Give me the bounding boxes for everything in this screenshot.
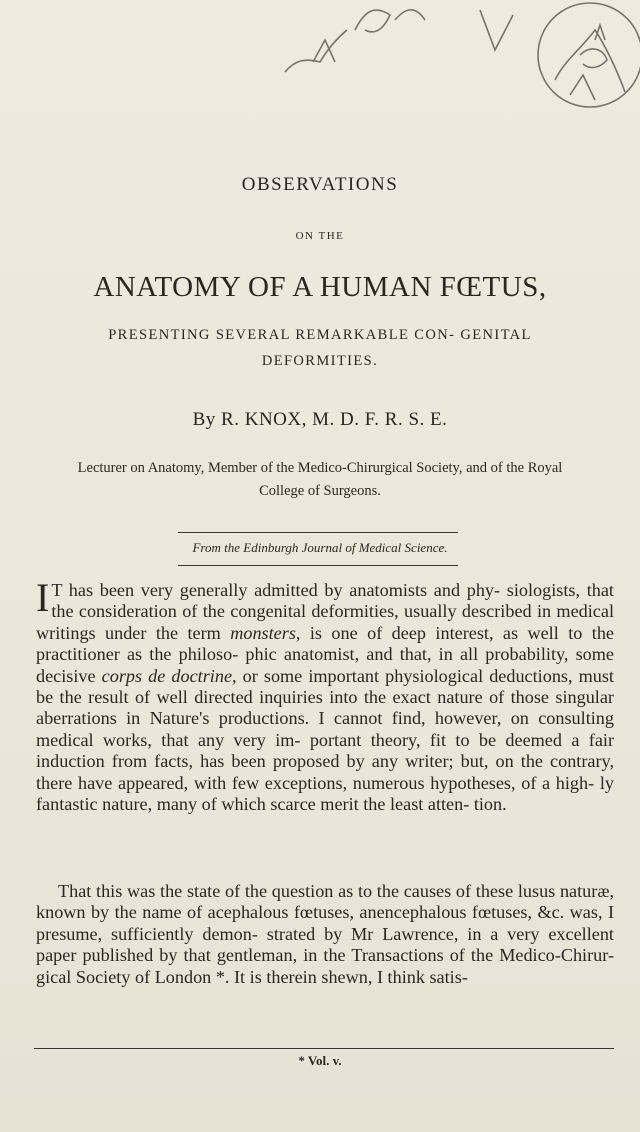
library-stamp-seal-icon [265,0,640,110]
paragraph-2 [36,881,614,988]
footnote-divider [34,1048,614,1049]
divider-top [178,532,458,533]
paragraph-1-text-a: T has been very generally admitted by anatomists and phy- siologists, that the consideration of the congenital deformities, usually described in medical writings under the term [36,580,614,643]
author-line: By R. KNOX, M. D. F. R. S. E. [192,409,448,430]
source-note: From the Edinburgh Journal of Medical Science. [192,540,448,555]
paragraph-1-text-b: is one of deep interest, as well to the practitioner as the philoso- phic anatomist, and that, in all probability, some decisive [36,622,614,686]
subtitle: PRESENTING SEVERAL REMARKABLE CON- GENITAL DEFORMITIES. [108,327,532,369]
paragraph-1-text-c: or some important physiological deductions, must be the result of well directed inquiries into the exact nature of those singular aberrations in Nature's productions. I cannot find, however, on consulting medical works, that any very im- portant theory, fit to be deemed a fair induction from facts, has been proposed by any writer; but, on the contrary, there have appeared, with few exceptions, numerous hypotheses, of a high- ly fantastic nature, many of which scarce merit the least atten- tion. [36,665,614,815]
heading-on-the: ON THE [295,230,345,242]
author-affiliation: Lecturer on Anatomy, Member of the Medico-Chirurgical Society, and of the Royal College of Surgeons. [77,460,563,499]
stamp-drawing [265,0,640,110]
paragraph-1-italic-monsters: monsters, [230,622,301,643]
heading-observations: OBSERVATIONS [241,174,399,195]
divider-bottom [178,565,458,566]
page-title: ANATOMY OF A HUMAN FŒTUS, [93,271,547,303]
paragraph-1-italic-corps-de-doctrine: corps de doctrine, [101,665,237,686]
paragraph-1 [36,575,614,815]
paragraph-2-text: That this was the state of the question as to the causes of these lusus naturæ, known by the name of acephalous fœtuses, anencephalous fœtuses, &c. was, I presume, sufficiently demon- strated by Mr Lawrence, in a very excellent paper published by that gentleman, in the Transactions of the Medico-Chirur- gical Society of London *. It is therein shewn, I think satis- [36,881,614,987]
drop-cap: I [36,575,50,620]
footnote: * Vol. v. [298,1053,342,1068]
